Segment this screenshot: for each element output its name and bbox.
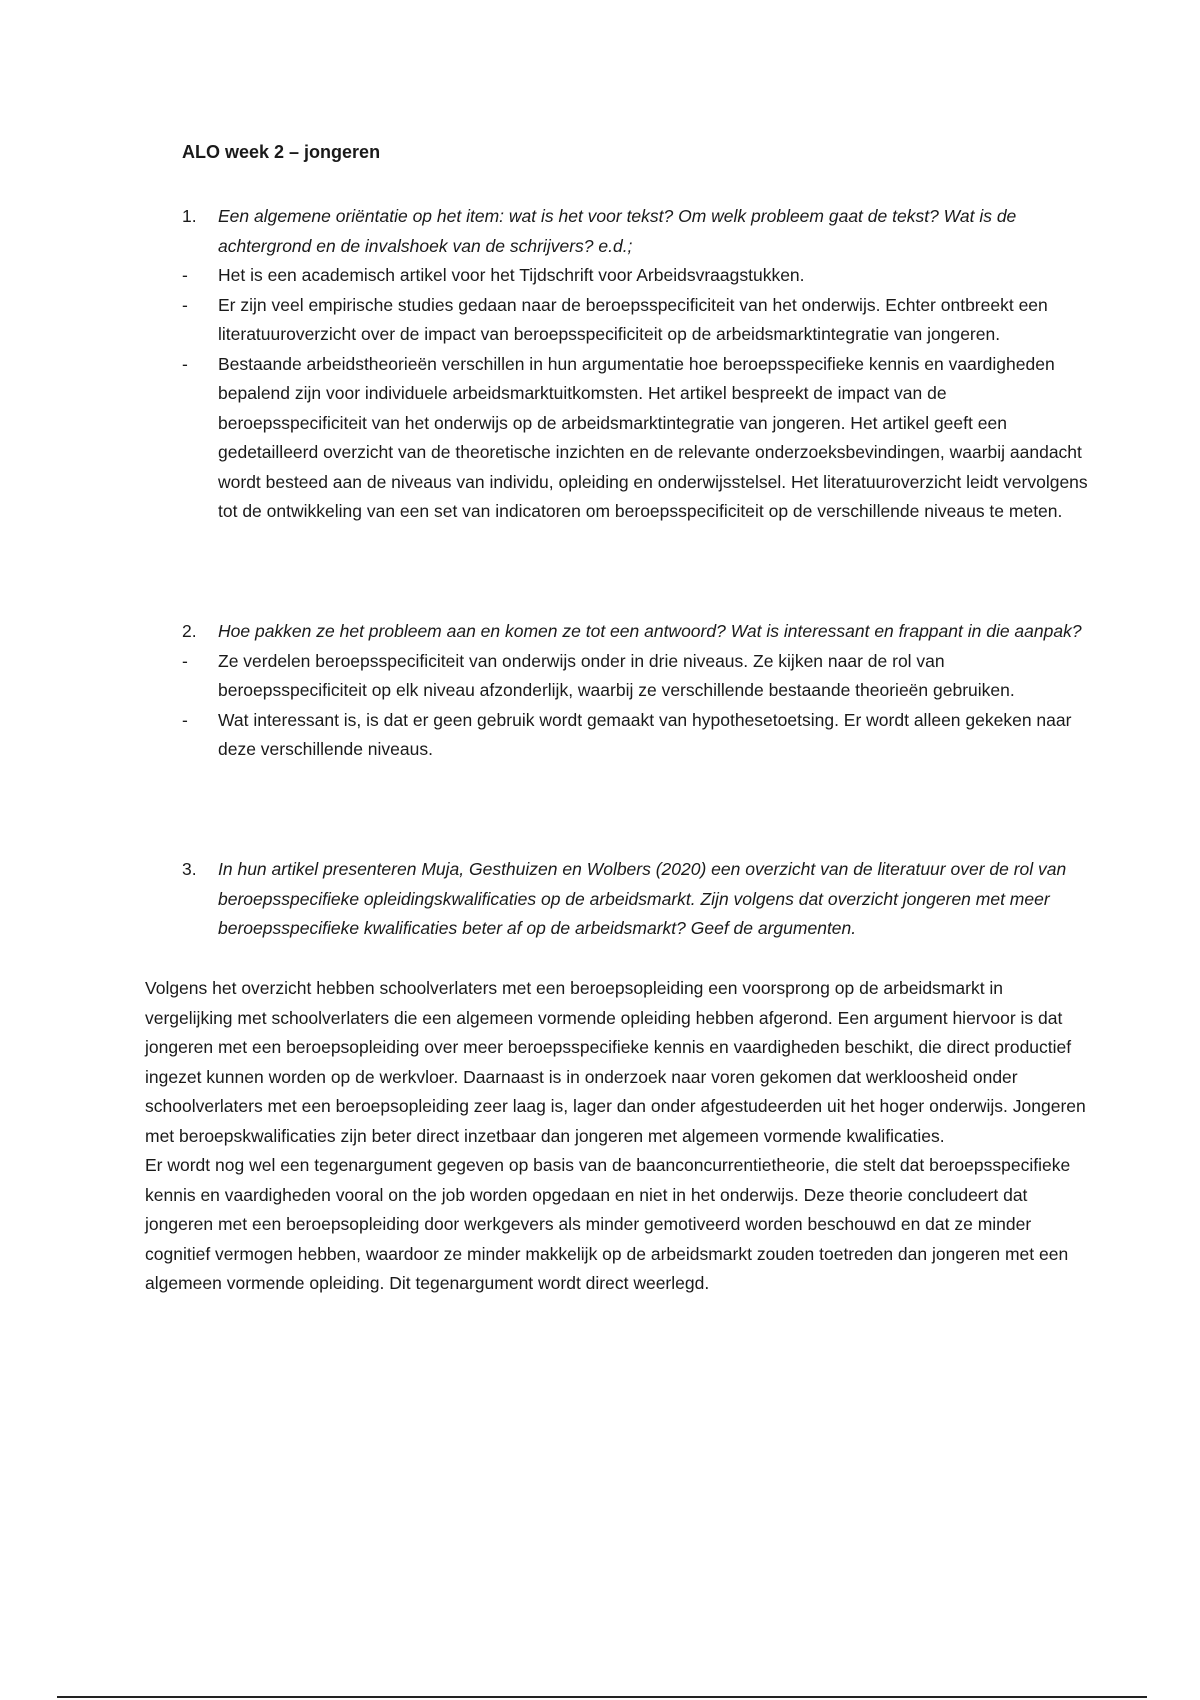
question-number: 3. <box>182 859 197 879</box>
question-number: 1. <box>182 206 197 226</box>
bullet-text: Er zijn veel empirische studies gedaan naar de beroepsspecificiteit van het onderwijs. Echter ontbreekt een literatuuroverzicht over de impact van beroepsspecificiteit op de arbeidsmarktintegratie van jongeren. <box>218 294 1048 344</box>
bullet-text: Ze verdelen beroepsspecificiteit van onderwijs onder in drie niveaus. Ze kijken naar de rol van beroepsspecificiteit op elk niveau afzonderlijk, waarbij ze verschillende bestaande theorieën gebruiken. <box>218 650 1015 700</box>
dash-marker: - <box>182 650 188 671</box>
dash-marker: - <box>182 709 188 730</box>
section-3 <box>182 855 1097 944</box>
section-1 <box>182 202 1097 527</box>
bullet-item <box>182 706 1097 765</box>
question-text: Een algemene oriëntatie op het item: wat is het voor tekst? Om welk probleem gaat de tekst? Wat is de achtergrond en de invalshoek van de schrijvers? e.d.; <box>218 206 1017 256</box>
bullet-text: Het is een academisch artikel voor het Tijdschrift voor Arbeidsvraagstukken. <box>218 265 805 285</box>
question-number: 2. <box>182 621 197 641</box>
answer-paragraph: Volgens het overzicht hebben schoolverlaters met een beroepsopleiding een voorsprong op de arbeidsmarkt in vergelijking met schoolverlaters die een algemeen vormende opleiding hebben afgerond. Een argument hiervoor is dat jongeren met een beroepsopleiding over meer beroepsspecifieke kennis en vaardigheden beschikt, die direct productief ingezet kunnen worden op de werkvloer. Daarnaast is in onderzoek naar voren gekomen dat werkloosheid onder schoolverlaters met een beroepsopleiding zeer laag is, lager dan onder afgestudeerden uit het hoger onderwijs. Jongeren met beroepskwalificaties zijn beter direct inzetbaar dan jongeren met algemeen vormende kwalificaties. <box>145 978 1086 1146</box>
dash-marker: - <box>182 353 188 374</box>
question-3 <box>182 855 1097 944</box>
document-title: ALO week 2 – jongeren <box>182 142 381 162</box>
bullet-item <box>182 350 1097 527</box>
question-1 <box>182 202 1097 261</box>
dash-marker: - <box>182 265 188 285</box>
question-text: Hoe pakken ze het probleem aan en komen ze tot een antwoord? Wat is interessant en frappant in die aanpak? <box>218 621 1082 641</box>
bullet-item <box>182 647 1097 706</box>
answer-3 <box>145 974 1095 1299</box>
dash-marker: - <box>182 294 188 315</box>
bullet-text: Bestaande arbeidstheorieën verschillen in hun argumentatie hoe beroepsspecifieke kennis en vaardigheden bepalend zijn voor individuele arbeidsmarktuitkomsten. Het artikel bespreekt de impact van de beroepsspecificiteit van het onderwijs op de arbeidsmarktintegratie van jongeren. Het artikel geeft een gedetailleerd overzicht van de theoretische inzichten en de relevante onderzoeksbevindingen, waarbij aandacht wordt besteed aan de niveaus van individu, opleiding en onderwijsstelsel. Het literatuuroverzicht leidt vervolgens tot de ontwikkeling van een set van indicatoren om beroepsspecificiteit op de verschillende niveaus te meten. <box>218 353 1088 521</box>
footer-divider <box>57 1696 1147 1698</box>
section-2 <box>182 617 1097 765</box>
bullet-item <box>182 261 1097 291</box>
bullet-text: Wat interessant is, is dat er geen gebruik wordt gemaakt van hypothesetoetsing. Er wordt alleen gekeken naar deze verschillende niveaus. <box>218 709 1072 759</box>
question-2 <box>182 617 1097 647</box>
question-text: In hun artikel presenteren Muja, Gesthuizen en Wolbers (2020) een overzicht van de literatuur over de rol van beroepsspecifieke opleidingskwalificaties op de arbeidsmarkt. Zijn volgens dat overzicht jongeren met meer beroepsspecifieke kwalificaties beter af op de arbeidsmarkt? Geef de argumenten. <box>218 859 1067 938</box>
bullet-item <box>182 291 1097 350</box>
answer-paragraph: Er wordt nog wel een tegenargument gegeven op basis van de baanconcurrentietheorie, die stelt dat beroepsspecifieke kennis en vaardigheden vooral on the job worden opgedaan en niet in het onderwijs. Deze theorie concludeert dat jongeren met een beroepsopleiding door werkgevers als minder gemotiveerd worden beschouwd en dat ze minder cognitief vermogen hebben, waardoor ze minder makkelijk op de arbeidsmarkt zouden toetreden dan jongeren met een algemeen vormende opleiding. Dit tegenargument wordt direct weerlegd. <box>145 1155 1071 1293</box>
